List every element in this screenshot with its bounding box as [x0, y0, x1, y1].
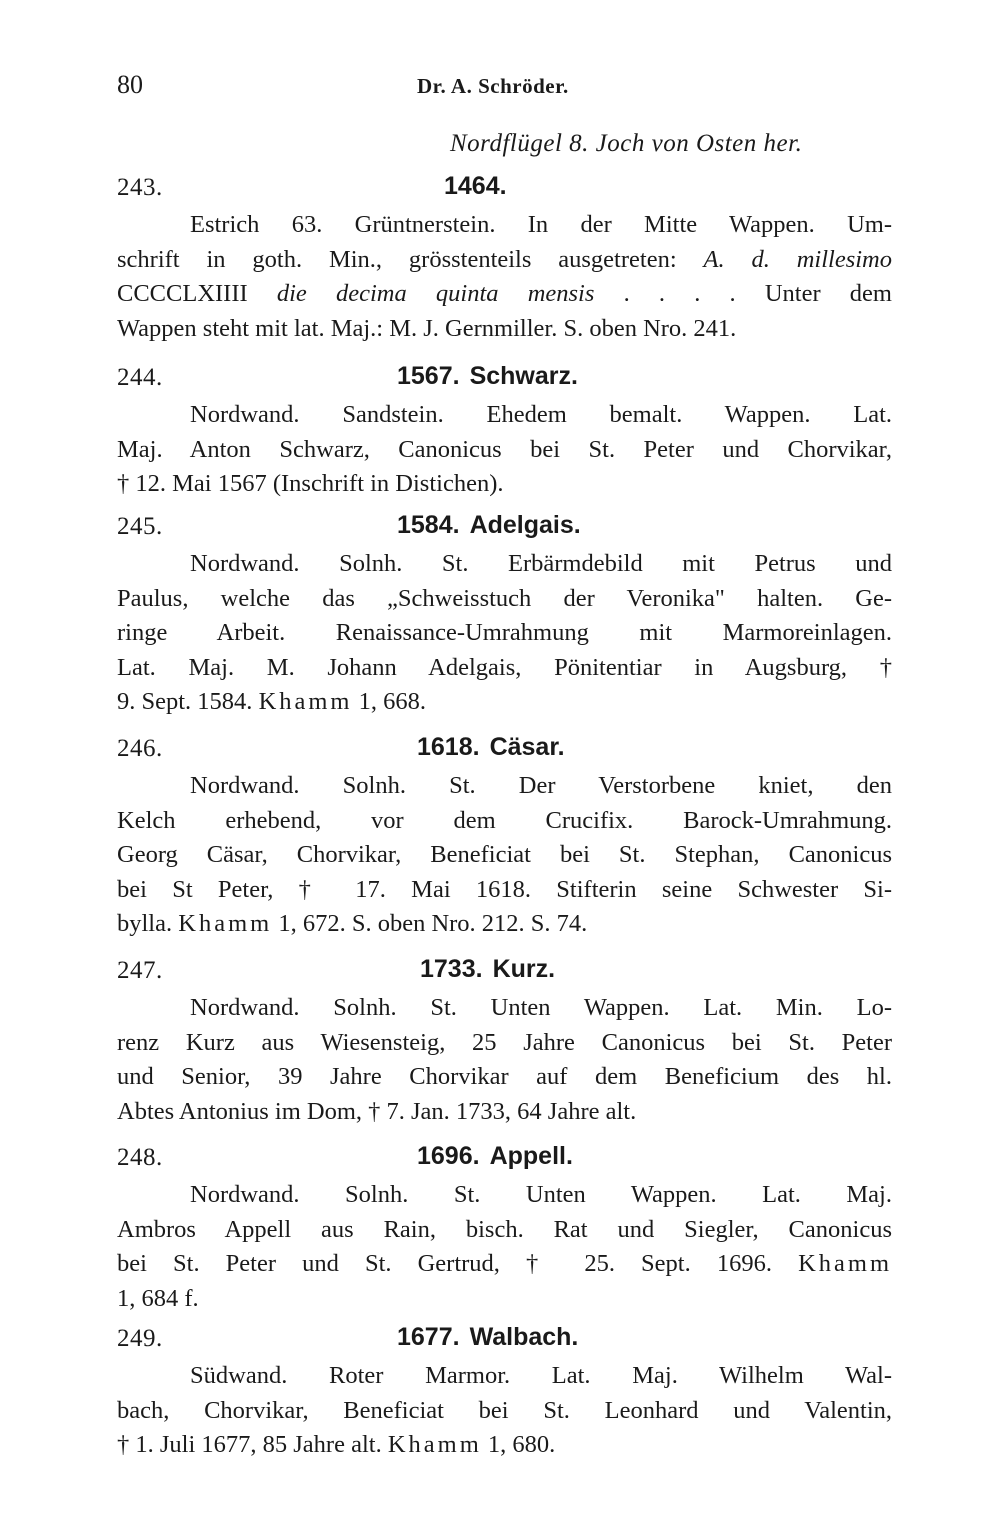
- entry-line: Wappen steht mit lat. Maj.: M. J. Gernmiller. S. oben Nro. 241.: [117, 314, 737, 342]
- entry-line: ringe Arbeit. Renaissance-Umrahmung mit Marmoreinlagen.: [117, 619, 892, 646]
- entry-heading: [117, 511, 892, 547]
- entry-year: 1464.: [444, 172, 507, 200]
- entry-title: [417, 733, 565, 762]
- entry-line: Kelch erhebend, vor dem Crucifix. Barock-Umrahmung.: [117, 806, 892, 834]
- entry-name: Schwarz.: [469, 362, 578, 390]
- entry: [117, 955, 892, 1129]
- entry: [117, 511, 892, 720]
- entry-line: [117, 1428, 892, 1463]
- page-header: [117, 70, 887, 104]
- entry-name: Appell.: [489, 1142, 573, 1170]
- entry-line: 1, 684 f.: [117, 1284, 199, 1312]
- entry-heading: [117, 1142, 892, 1178]
- entry-line: Südwand. Roter Marmor. Lat. Maj. Wilhelm Wal-: [190, 1362, 892, 1389]
- author-spaced: Khamm: [258, 688, 353, 715]
- entry-number: 247.: [117, 957, 163, 984]
- entry-line: bach, Chorvikar, Beneficiat bei St. Leonhard und Valentin,: [117, 1396, 892, 1424]
- entry-title: [397, 362, 578, 391]
- entry-number: 243.: [117, 174, 163, 201]
- entry-heading: [117, 362, 892, 398]
- line-text: 9. Sept. 1584.: [117, 688, 253, 715]
- entry-line: Nordwand. Sandstein. Ehedem bemalt. Wappen. Lat.: [190, 401, 892, 428]
- author-spaced: Khamm: [178, 910, 273, 937]
- running-head: Dr. A. Schröder.: [417, 74, 569, 98]
- line-text-italic: A. d. millesimo: [703, 245, 892, 273]
- line-text: . . . . Unter dem: [623, 280, 892, 307]
- section-location: Nordflügel 8. Joch von Osten her.: [450, 130, 803, 157]
- entry-heading: [117, 733, 892, 769]
- entry-line: Maj. Anton Schwarz, Canonicus bei St. Peter und Chorvikar,: [117, 435, 892, 463]
- entry-title: [420, 955, 555, 984]
- entry-year: 1733.: [420, 955, 483, 983]
- entry-line: Paulus, welche das „Schweisstuch der Veronika" halten. Ge-: [117, 584, 892, 612]
- author-spaced: Khamm: [387, 1431, 482, 1458]
- entry-line: [117, 685, 892, 720]
- entry-line: renz Kurz aus Wiesensteig, 25 Jahre Canonicus bei St. Peter: [117, 1028, 892, 1056]
- line-text: bei St. Peter und St. Gertrud, † 25. Sept. 1696.: [117, 1250, 772, 1277]
- entry-heading: [117, 172, 892, 208]
- entry-number: 244.: [117, 364, 163, 391]
- line-text: 1, 672. S. oben Nro. 212. S. 74.: [278, 910, 588, 937]
- line-text: 1, 680.: [487, 1431, 556, 1458]
- entry: [117, 1142, 892, 1316]
- entry-line: † 12. Mai 1567 (Inschrift in Distichen).: [117, 470, 504, 497]
- entry-heading: [117, 955, 892, 991]
- entry-line: Nordwand. Solnh. St. Erbärmdebild mit Petrus und: [190, 550, 892, 577]
- entry-year: 1677.: [397, 1323, 460, 1351]
- entry-title: [397, 511, 581, 540]
- line-text: 1, 668.: [358, 688, 426, 715]
- page-number: 80: [117, 70, 143, 99]
- entry-line: Nordwand. Solnh. St. Unten Wappen. Lat. Maj.: [190, 1181, 892, 1208]
- entry-heading: [117, 1323, 892, 1359]
- entry: [117, 733, 892, 942]
- entry-year: 1584.: [397, 511, 460, 539]
- entry-line: und Senior, 39 Jahre Chorvikar auf dem Beneficium des hl.: [117, 1063, 892, 1090]
- entry-number: 246.: [117, 735, 163, 762]
- line-text-italic: die decima quinta mensis: [276, 280, 595, 307]
- entry-line: [117, 907, 892, 942]
- line-text: schrift in goth. Min., grösstenteils ausgetreten:: [117, 245, 677, 273]
- entry-year: 1696.: [417, 1142, 480, 1170]
- entry-number: 245.: [117, 513, 163, 540]
- entry-line: Ambros Appell aus Rain, bisch. Rat und Siegler, Canonicus: [117, 1215, 892, 1243]
- entry-year: 1618.: [417, 733, 480, 761]
- entry-title: [417, 1142, 573, 1171]
- entry-line: Abtes Antonius im Dom, † 7. Jan. 1733, 64 Jahre alt.: [117, 1097, 637, 1125]
- entry: [117, 362, 892, 502]
- line-text: CCCCLXIIII: [117, 280, 248, 307]
- entry-year: 1567.: [397, 362, 460, 390]
- entry-line: [117, 243, 892, 278]
- entry-line: Nordwand. Solnh. St. Der Verstorbene kniet, den: [190, 772, 892, 799]
- entry-line: Lat. Maj. M. Johann Adelgais, Pönitentiar in Augsburg, †: [117, 653, 892, 681]
- entry: [117, 172, 892, 346]
- entry-number: 248.: [117, 1144, 163, 1171]
- line-text: † 1. Juli 1677, 85 Jahre alt.: [117, 1431, 382, 1458]
- entry: [117, 1323, 892, 1463]
- entry-name: Adelgais.: [469, 511, 581, 539]
- entry-number: 249.: [117, 1325, 163, 1352]
- entry-name: Cäsar.: [489, 733, 565, 761]
- entry-line: bei St Peter, † 17. Mai 1618. Stifterin seine Schwester Si-: [117, 875, 892, 903]
- entry-line: [117, 277, 892, 312]
- author-spaced: Khamm: [798, 1250, 893, 1277]
- entry-name: Walbach.: [469, 1323, 579, 1351]
- entry-name: Kurz.: [492, 955, 556, 983]
- entry-line: Georg Cäsar, Chorvikar, Beneficiat bei St. Stephan, Canonicus: [117, 841, 892, 868]
- entry-line: Estrich 63. Grüntnerstein. In der Mitte Wappen. Um-: [190, 211, 892, 238]
- line-text: bylla.: [117, 910, 173, 937]
- entry-line: Nordwand. Solnh. St. Unten Wappen. Lat. Min. Lo-: [190, 994, 892, 1021]
- entry-line: [117, 1247, 892, 1282]
- entry-title: [444, 172, 517, 201]
- entry-title: [397, 1323, 578, 1352]
